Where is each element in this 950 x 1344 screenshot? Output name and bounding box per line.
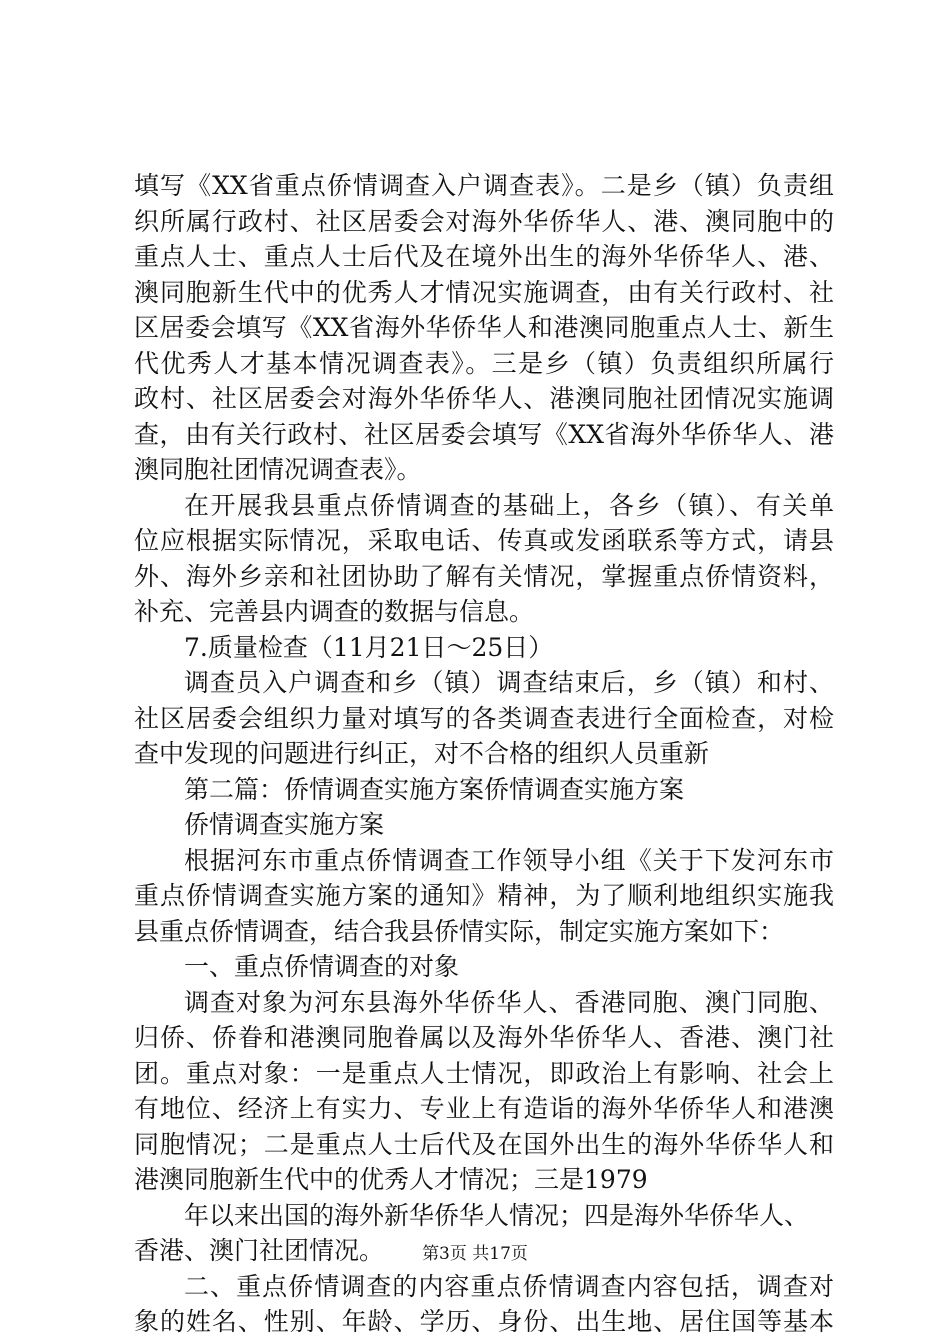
text-line: 补充、完善县内调查的数据与信息。 — [134, 597, 535, 626]
text-line: 第二篇：侨情调查实施方案侨情调查实施方案 — [184, 774, 685, 804]
text-line: 港澳同胞新生代中的优秀人才情况；三是1979 — [134, 1165, 648, 1194]
text-line: 社区居委会组织力量对填写的各类调查表进行全面检查，对检 — [134, 703, 834, 733]
text-line: 位应根据实际情况，采取电话、传真或发函联系等方式，请县 — [134, 526, 834, 555]
text-line: 区居委会填写《XX省海外华侨华人和港澳同胞重点人士、新生 — [134, 313, 834, 342]
text-line: 代优秀人才基本情况调查表》。三是乡（镇）负责组织所属行 — [134, 348, 834, 378]
text-line: 调查对象为河东县海外华侨华人、香港同胞、澳门同胞、 — [184, 987, 834, 1017]
text-line: 县重点侨情调查，结合我县侨情实际，制定实施方案如下： — [134, 916, 785, 946]
document-body — [134, 168, 834, 1340]
text-line: 象的姓名、性别、年龄、学历、身份、出生地、居住国等基本 — [134, 1307, 834, 1336]
text-line: 团。重点对象：一是重点人士情况，即政治上有影响、社会上 — [134, 1058, 834, 1088]
text-line: 织所属行政村、社区居委会对海外华侨华人、港、澳同胞中的 — [134, 206, 834, 236]
text-line: 重点侨情调查实施方案的通知》精神，为了顺利地组织实施我 — [134, 881, 834, 910]
text-line: 归侨、侨眷和港澳同胞眷属以及海外华侨华人、香港、澳门社 — [134, 1023, 834, 1052]
text-line: 外、海外乡亲和社团协助了解有关情况，掌握重点侨情资料， — [134, 561, 834, 591]
text-line: 香港、澳门社团情况。 — [134, 1236, 385, 1265]
text-line: 二、重点侨情调查的内容重点侨情调查内容包括，调查对 — [184, 1271, 834, 1301]
text-line: 同胞情况；二是重点人士后代及在国外出生的海外华侨华人和 — [134, 1129, 834, 1159]
text-line: 一、重点侨情调查的对象 — [184, 952, 460, 981]
text-line: 澳同胞新生代中的优秀人才情况实施调查，由有关行政村、社 — [134, 277, 834, 307]
text-line: 调查员入户调查和乡（镇）调查结束后，乡（镇）和村、 — [184, 668, 834, 697]
text-line: 7.质量检查（11月21日～25日） — [184, 632, 554, 662]
text-line: 年以来出国的海外新华侨华人情况；四是海外华侨华人、 — [184, 1200, 810, 1230]
text-line: 在开展我县重点侨情调查的基础上，各乡（镇）、有关单 — [184, 490, 834, 520]
text-line: 查，由有关行政村、社区居委会填写《XX省海外华侨华人、港 — [134, 419, 834, 449]
page-footer: 第3页 共17页 — [422, 1244, 528, 1264]
text-line: 重点人士、重点人士后代及在境外出生的海外华侨华人、港、 — [134, 242, 834, 271]
text-line: 有地位、经济上有实力、专业上有造诣的海外华侨华人和港澳 — [134, 1094, 834, 1123]
text-line: 政村、社区居委会对海外华侨华人、港澳同胞社团情况实施调 — [134, 384, 834, 413]
text-line: 根据河东市重点侨情调查工作领导小组《关于下发河东市 — [184, 845, 834, 875]
text-line: 查中发现的问题进行纠正，对不合格的组织人员重新 — [134, 739, 710, 768]
text-line: 侨情调查实施方案 — [184, 810, 385, 839]
text-line: 填写《XX省重点侨情调查入户调查表》。二是乡（镇）负责组 — [134, 171, 834, 200]
text-line: 澳同胞社团情况调查表》。 — [134, 455, 422, 484]
